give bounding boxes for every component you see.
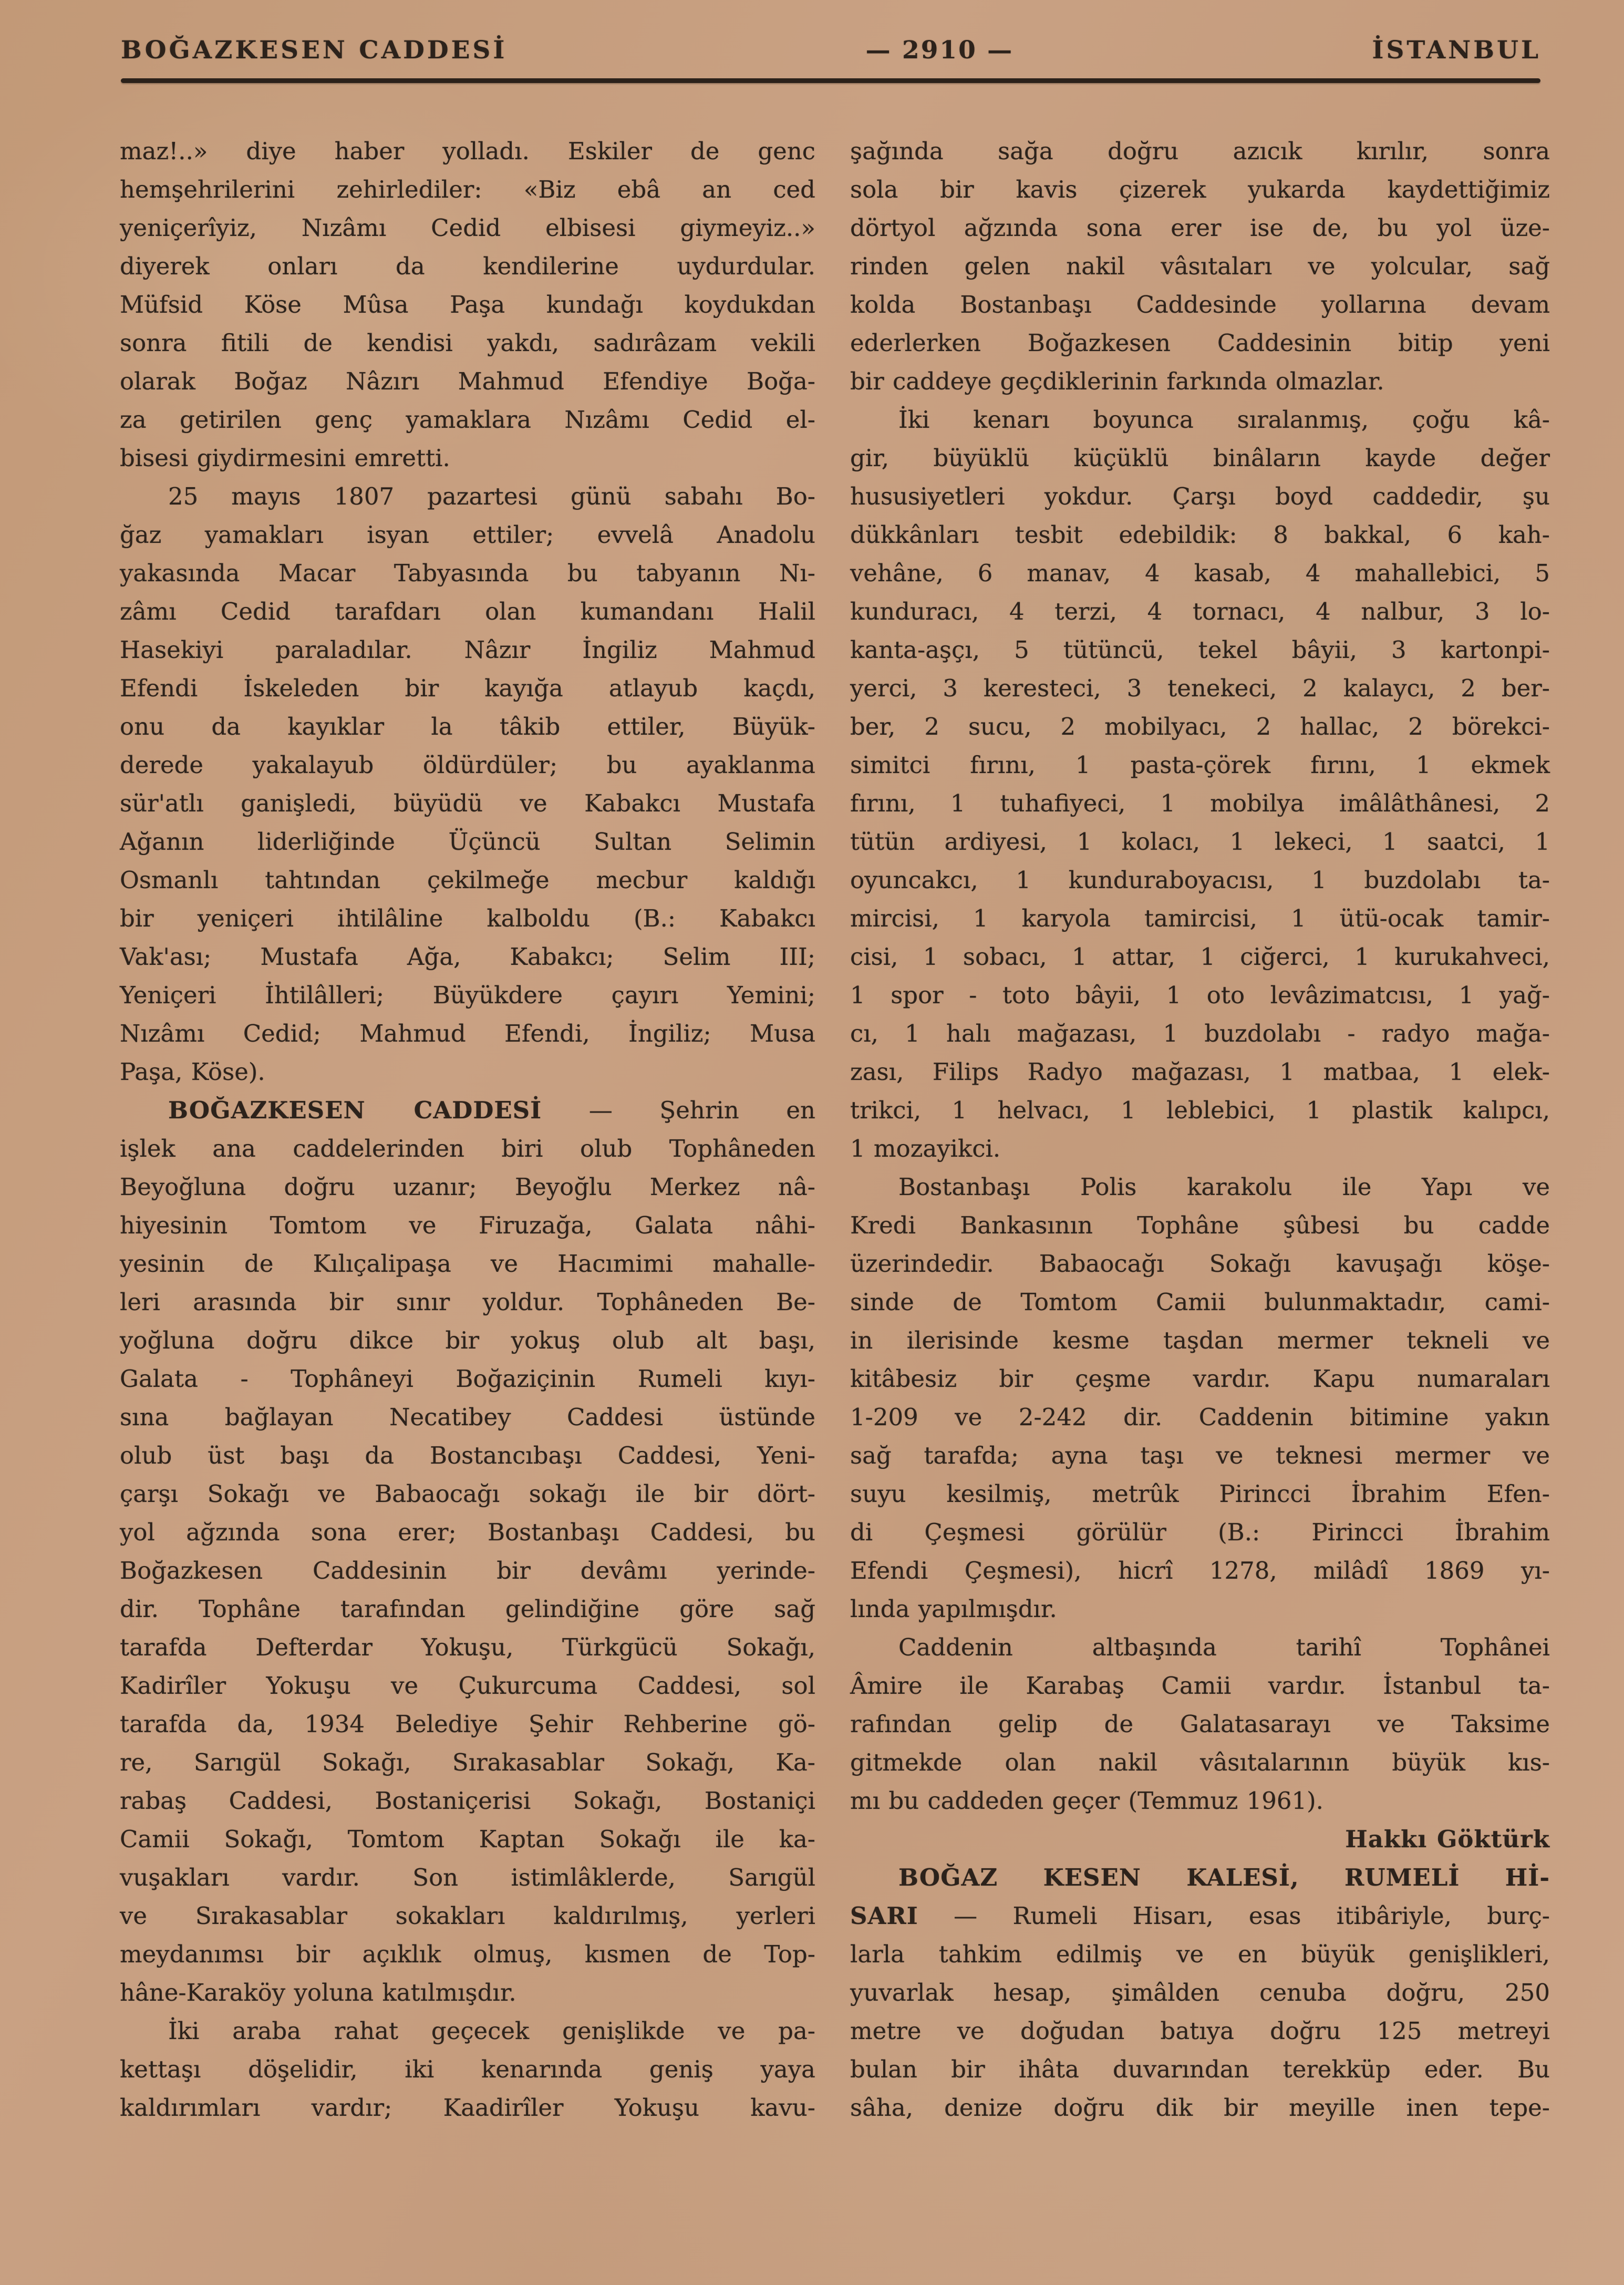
text-line: bisesi giydirmesini emretti.: [120, 444, 450, 472]
text-line: ederlerken Boğazkesen Caddesinin bitip yeni: [850, 329, 1550, 357]
text-line-emphasis: BOĞAZKESEN CADDESİ — Şehrin en: [168, 1096, 815, 1124]
text-line: yesinin de Kılıçalipaşa ve Hacımimi mahalle-: [120, 1250, 815, 1278]
text-line-emphasis: [850, 1820, 1550, 1858]
text-line: yeniçerîyiz, Nızâmı Cedid elbisesi giymeyiz..»: [120, 214, 815, 242]
text-line: sür'atlı ganişledi, büyüdü ve Kabakcı Mustafa: [120, 789, 815, 817]
text-line: Müfsid Köse Mûsa Paşa kundağı koydukdan: [120, 291, 815, 318]
text-line: yerci, 3 keresteci, 3 tenekeci, 2 kalaycı, 2 ber-: [850, 674, 1550, 702]
text-line: ber, 2 sucu, 2 mobilyacı, 2 hallac, 2 börekci-: [850, 713, 1550, 740]
text-line: kitâbesiz bir çeşme vardır. Kapu numaraları: [850, 1365, 1550, 1393]
running-title-right: İSTANBUL: [1372, 36, 1541, 65]
text-line: olarak Boğaz Nâzırı Mahmud Efendiye Boğa-: [120, 367, 815, 395]
text-line: kolda Bostanbaşı Caddesinde yollarına devam: [850, 291, 1550, 318]
text-line: dükkânları tesbit edebildik: 8 bakkal, 6 kah-: [850, 521, 1550, 549]
text-line: hiyesinin Tomtom ve Firuzağa, Galata nâhi-: [120, 1211, 815, 1239]
text-line: Âmire ile Karabaş Camii vardır. İstanbul ta-: [850, 1672, 1550, 1700]
text-line: hususiyetleri yokdur. Çarşı boyd caddedir, şu: [850, 482, 1550, 510]
text-line: fırını, 1 tuhafiyeci, 1 mobilya imâlâthânesi, 2: [850, 789, 1550, 817]
left-column: [120, 132, 815, 2127]
text-line: vehâne, 6 manav, 4 kasab, 4 mahallebici, 5: [850, 559, 1550, 587]
text-line: di Çeşmesi görülür (B.: Pirincci İbrahim: [850, 1518, 1550, 1546]
text-line: Caddenin altbaşında tarihî Tophânei: [898, 1633, 1550, 1661]
text-line: İki kenarı boyunca sıralanmış, çoğu kâ-: [898, 406, 1550, 434]
text-line: yakasında Macar Tabyasında bu tabyanın Nı-: [120, 559, 815, 587]
text-line: metre ve doğudan batıya doğru 125 metreyi: [850, 2017, 1550, 2045]
text-line: onu da kayıklar la tâkib ettiler, Büyük-: [120, 713, 815, 740]
text-line: sına bağlayan Necatibey Caddesi üstünde: [120, 1403, 815, 1431]
text-line: za getirilen genç yamaklara Nızâmı Cedid el-: [120, 406, 815, 434]
text-line: diyerek onları da kendilerine uydurdular.: [120, 252, 815, 280]
text-line: cı, 1 halı mağazası, 1 buzdolabı - radyo mağa-: [850, 1020, 1550, 1047]
text-line: kunduracı, 4 terzi, 4 tornacı, 4 nalbur, 3 lo-: [850, 598, 1550, 625]
text-line: zası, Filips Radyo mağazası, 1 matbaa, 1 elek-: [850, 1058, 1550, 1086]
text-line: Hasekiyi paraladılar. Nâzır İngiliz Mahmud: [120, 636, 815, 664]
text-line: ğaz yamakları isyan ettiler; evvelâ Anadolu: [120, 521, 815, 549]
text-line: Efendi Çeşmesi), hicrî 1278, milâdî 1869 yı-: [850, 1557, 1550, 1584]
text-line: suyu kesilmiş, metrûk Pirincci İbrahim Efen-: [850, 1480, 1550, 1508]
text-line: bir caddeye geçdiklerinin farkında olmazlar.: [850, 367, 1384, 395]
text-line: sola bir kavis çizerek yukarda kaydettiğimiz: [850, 176, 1550, 203]
text-line: dir. Tophâne tarafından gelindiğine göre sağ: [120, 1595, 815, 1623]
text-line: sinde de Tomtom Camii bulunmaktadır, cami-: [850, 1288, 1550, 1316]
text-line: sâha, denize doğru dik bir meyille inen tepe-: [850, 2094, 1550, 2122]
bold-text: BOĞAZKESEN CADDESİ: [168, 1096, 542, 1124]
text-line: bulan bir ihâta duvarından terekküp eder. Bu: [850, 2055, 1550, 2083]
text-line: kettaşı döşelidir, iki kenarında geniş yaya: [120, 2055, 815, 2083]
text-line: olub üst başı da Bostancıbaşı Caddesi, Yeni-: [120, 1442, 815, 1469]
text-line: 1 spor - toto bâyii, 1 oto levâzimatcısı, 1 yağ-: [850, 981, 1550, 1009]
text-line: Paşa, Köse).: [120, 1058, 265, 1086]
text-line: Vak'ası; Mustafa Ağa, Kabakcı; Selim III;: [120, 943, 815, 971]
text-line: mı bu caddeden geçer (Temmuz 1961).: [850, 1787, 1323, 1815]
text-line: rafından gelip de Galatasarayı ve Taksime: [850, 1710, 1550, 1738]
text-line: rinden gelen nakil vâsıtaları ve yolcular, sağ: [850, 252, 1550, 280]
text-line: lında yapılmışdır.: [850, 1595, 1057, 1623]
text-line: Beyoğluna doğru uzanır; Beyoğlu Merkez nâ-: [120, 1173, 815, 1201]
text-line: ve Sırakasablar sokakları kaldırılmış, yerleri: [120, 1902, 815, 1930]
text-line: tarafda Defterdar Yokuşu, Türkgücü Sokağı,: [120, 1633, 815, 1661]
text-line: 25 mayıs 1807 pazartesi günü sabahı Bo-: [168, 482, 815, 510]
text-line: Kadirîler Yokuşu ve Çukurcuma Caddesi, sol: [120, 1672, 815, 1700]
text-line: yol ağzında sona erer; Bostanbaşı Caddesi, bu: [120, 1518, 815, 1546]
text-line: meydanımsı bir açıklık olmuş, kısmen de Top-: [120, 1940, 815, 1968]
text-line: mircisi, 1 karyola tamircisi, 1 ütü-ocak tamir-: [850, 904, 1550, 932]
text-line: 1 mozayikci.: [850, 1135, 1001, 1162]
text-line: dörtyol ağzında sona erer ise de, bu yol üze-: [850, 214, 1550, 242]
text-line: trikci, 1 helvacı, 1 leblebici, 1 plastik kalıpcı,: [850, 1096, 1550, 1124]
text-line: 1-209 ve 2-242 dir. Caddenin bitimine yakın: [850, 1403, 1550, 1431]
right-column: [850, 132, 1550, 2127]
bold-text: SARI: [850, 1902, 918, 1930]
text-line: sonra fitili de kendisi yakdı, sadırâzam vekili: [120, 329, 815, 357]
text-line: Yeniçeri İhtilâlleri; Büyükdere çayırı Yemini;: [120, 981, 815, 1009]
text-line: Boğazkesen Caddesinin bir devâmı yerinde-: [120, 1557, 815, 1584]
bold-text: Hakkı Göktürk: [1345, 1825, 1550, 1853]
text-line: çarşı Sokağı ve Babaocağı sokağı ile bir dört-: [120, 1480, 815, 1508]
text-line: İki araba rahat geçecek genişlikde ve pa-: [168, 2017, 815, 2045]
text-line: Camii Sokağı, Tomtom Kaptan Sokağı ile ka-: [120, 1825, 815, 1853]
text-line: tarafda da, 1934 Belediye Şehir Rehberine gö-: [120, 1710, 815, 1738]
text-line: üzerindedir. Babaocağı Sokağı kavuşağı köşe-: [850, 1250, 1550, 1278]
text-line: yoğluna doğru dikce bir yokuş olub alt başı,: [120, 1326, 815, 1354]
text-line: hemşehrilerini zehirlediler: «Biz ebâ an ced: [120, 176, 815, 203]
text-line: cisi, 1 sobacı, 1 attar, 1 ciğerci, 1 kurukahveci,: [850, 943, 1550, 971]
text-line: Galata - Tophâneyi Boğaziçinin Rumeli kıyı-: [120, 1365, 815, 1393]
text-line: vuşakları vardır. Son istimlâklerde, Sarıgül: [120, 1864, 815, 1891]
text-line: maz!..» diye haber yolladı. Eskiler de genc: [120, 137, 815, 165]
text-line: leri arasında bir sınır yoldur. Tophâneden Be-: [120, 1288, 815, 1316]
text-line-emphasis: [850, 1858, 1550, 1897]
text-line: yuvarlak hesap, şimâlden cenuba doğru, 250: [850, 1979, 1550, 2006]
bold-text: BOĞAZ KESEN KALESİ, RUMELİ Hİ-: [898, 1864, 1550, 1891]
text-line: derede yakalayub öldürdüler; bu ayaklanma: [120, 751, 815, 779]
text-line: rabaş Caddesi, Bostaniçerisi Sokağı, Bostaniçi: [120, 1787, 815, 1815]
text-line: Ağanın liderliğinde Üçüncü Sultan Selimin: [120, 828, 815, 856]
text-line: hâne-Karaköy yoluna katılmışdır.: [120, 1979, 516, 2006]
text-line: simitci fırını, 1 pasta-çörek fırını, 1 ekmek: [850, 751, 1550, 779]
text-line: kaldırımları vardır; Kaadirîler Yokuşu kavu-: [120, 2094, 815, 2122]
text-line: re, Sarıgül Sokağı, Sırakasablar Sokağı, Ka-: [120, 1748, 815, 1776]
text-line-emphasis: SARI — Rumeli Hisarı, esas itibâriyle, burç-: [850, 1902, 1550, 1930]
header-rule: [121, 78, 1540, 83]
page-header: [121, 36, 1541, 65]
page-number: — 2910 —: [865, 36, 1014, 65]
text-line: zâmı Cedid tarafdarı olan kumandanı Halil: [120, 598, 815, 625]
text-line: oyuncakcı, 1 kunduraboyacısı, 1 buzdolabı ta-: [850, 866, 1550, 894]
text-line: gitmekde olan nakil vâsıtalarının büyük kıs-: [850, 1748, 1550, 1776]
text-line: larla tahkim edilmiş ve en büyük genişlikleri,: [850, 1940, 1550, 1968]
text-line: işlek ana caddelerinden biri olub Tophâneden: [120, 1135, 815, 1162]
text-line: Osmanlı tahtından çekilmeğe mecbur kaldığı: [120, 866, 815, 894]
text-line: şağında sağa doğru azıcık kırılır, sonra: [850, 137, 1550, 165]
running-title-left: BOĞAZKESEN CADDESİ: [121, 36, 508, 65]
text-line: in ilerisinde kesme taşdan mermer tekneli ve: [850, 1326, 1550, 1354]
text-line: gir, büyüklü küçüklü binâların kayde değer: [850, 444, 1550, 472]
text-line: Nızâmı Cedid; Mahmud Efendi, İngiliz; Musa: [120, 1020, 815, 1047]
text-line: Bostanbaşı Polis karakolu ile Yapı ve: [898, 1173, 1550, 1201]
text-line: Efendi İskeleden bir kayığa atlayub kaçdı,: [120, 674, 815, 702]
text-line: tütün ardiyesi, 1 kolacı, 1 lekeci, 1 saatci, 1: [850, 828, 1550, 856]
text-line: sağ tarafda; ayna taşı ve teknesi mermer ve: [850, 1442, 1550, 1469]
text-line: Kredi Bankasının Tophâne şûbesi bu cadde: [850, 1211, 1550, 1239]
text-line: kanta-aşçı, 5 tütüncü, tekel bâyii, 3 kartonpi-: [850, 636, 1550, 664]
text-line: bir yeniçeri ihtilâline kalboldu (B.: Kabakcı: [120, 904, 815, 932]
